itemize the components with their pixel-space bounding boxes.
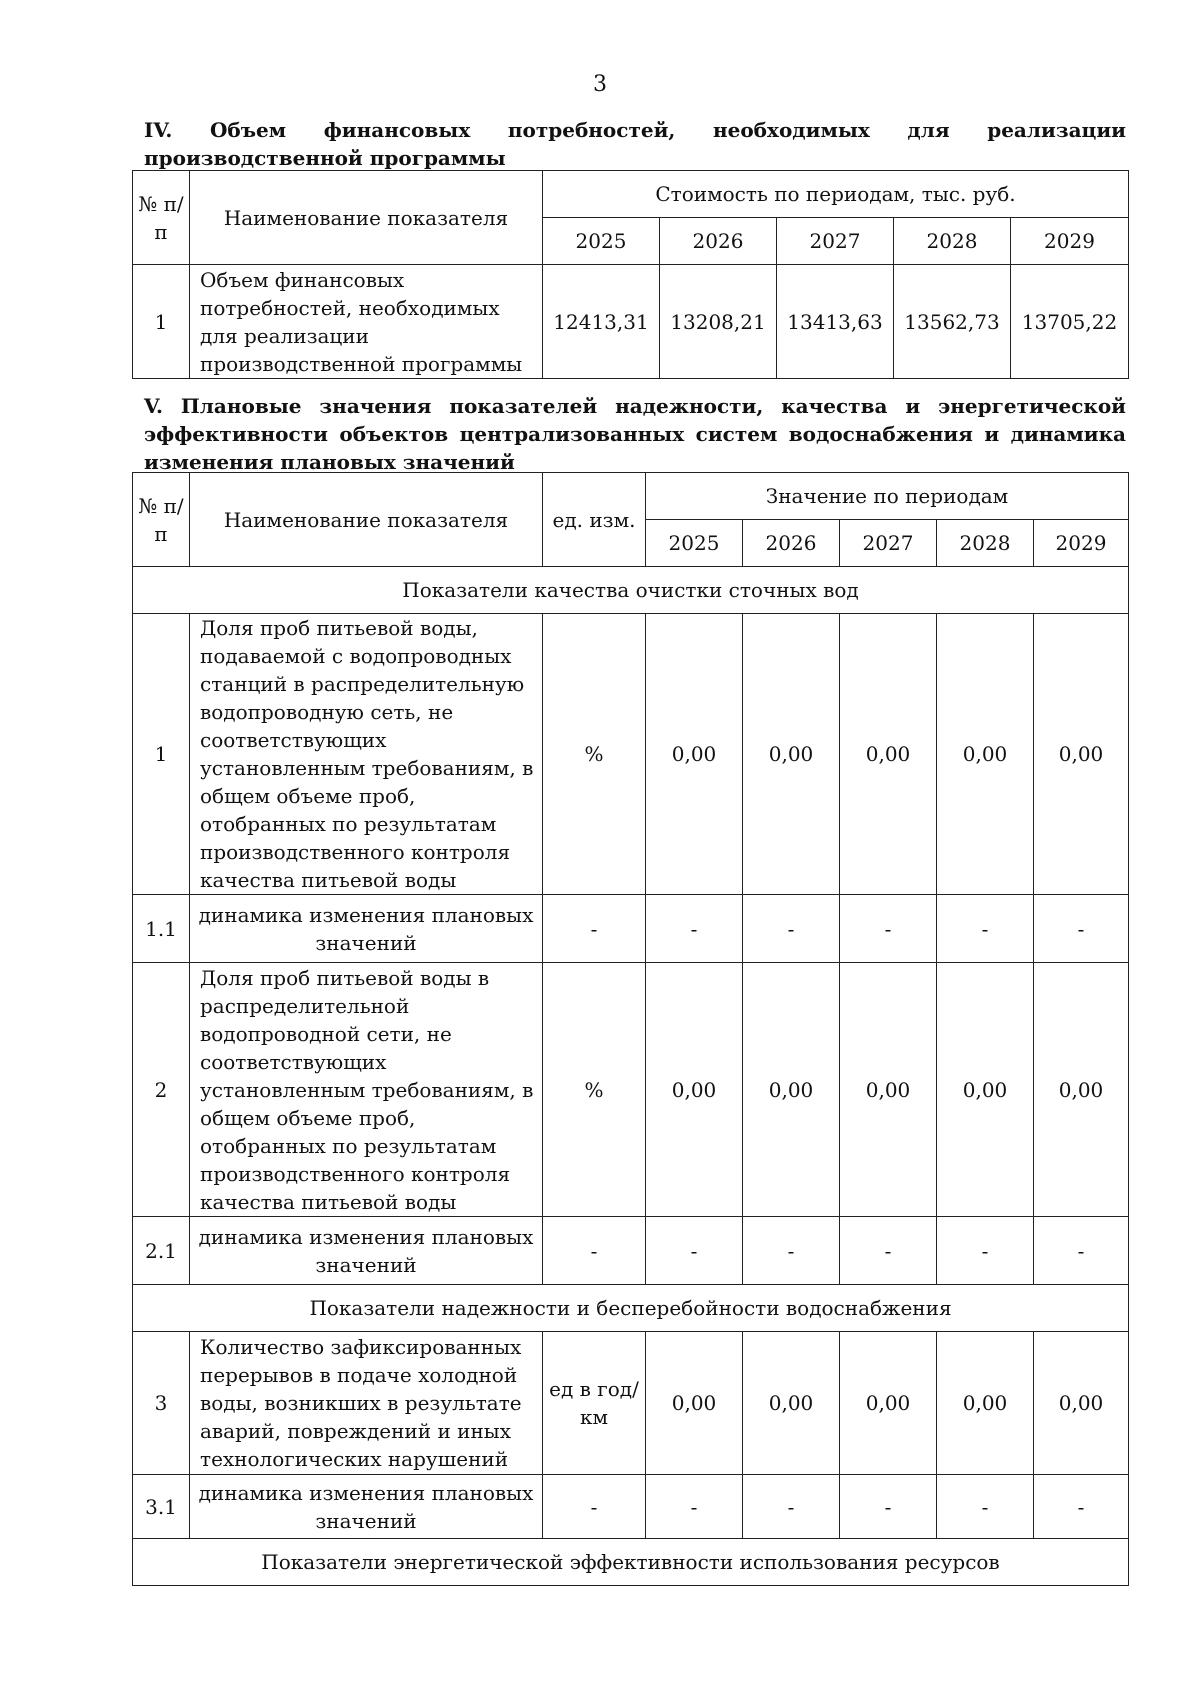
value-cell: 13562,73 bbox=[894, 265, 1011, 379]
value-cell: - bbox=[937, 895, 1034, 963]
value-cell: 0,00 bbox=[840, 614, 937, 895]
table-header-row bbox=[133, 171, 1129, 218]
row-name: динамика изменения плановых значений bbox=[190, 1217, 543, 1285]
value-cell: - bbox=[743, 1217, 840, 1285]
value-cell: 0,00 bbox=[743, 963, 840, 1217]
value-cell: 12413,31 bbox=[543, 265, 660, 379]
row-name: Объем финансовых потребностей, необходимых для реализации производственной программы bbox=[190, 265, 543, 379]
row-unit: - bbox=[543, 895, 646, 963]
value-cell: 0,00 bbox=[937, 614, 1034, 895]
row-num: 1 bbox=[133, 614, 190, 895]
value-cell: 0,00 bbox=[743, 1332, 840, 1475]
value-cell: 13208,21 bbox=[660, 265, 777, 379]
table-row bbox=[133, 895, 1129, 963]
row-num: 1 bbox=[133, 265, 190, 379]
header-cost: Стоимость по периодам, тыс. руб. bbox=[543, 171, 1129, 218]
value-cell: - bbox=[937, 1217, 1034, 1285]
value-cell: - bbox=[1034, 895, 1129, 963]
table-row bbox=[133, 614, 1129, 895]
year-cell: 2027 bbox=[777, 218, 894, 265]
value-cell: 0,00 bbox=[840, 1332, 937, 1475]
table-row bbox=[133, 265, 1129, 379]
value-cell: 0,00 bbox=[1034, 1332, 1129, 1475]
year-cell: 2025 bbox=[646, 520, 743, 567]
row-num: 2.1 bbox=[133, 1217, 190, 1285]
row-unit: - bbox=[543, 1217, 646, 1285]
section-4-title: IV. Объем финансовых потребностей, необходимых для реализации производственной программы bbox=[144, 118, 1126, 170]
value-cell: - bbox=[646, 1475, 743, 1539]
header-name: Наименование показателя bbox=[190, 473, 543, 567]
row-name: Доля проб питьевой воды в распределительной водопроводной сети, не соответствующих установленным требованиям, в общем объеме проб, отобранных по результатам производственного контроля качества питьевой воды bbox=[190, 963, 543, 1217]
group-title: Показатели надежности и бесперебойности водоснабжения bbox=[133, 1285, 1129, 1332]
row-num: 3 bbox=[133, 1332, 190, 1475]
row-num: 1.1 bbox=[133, 895, 190, 963]
page-number: 3 bbox=[593, 72, 607, 97]
group-title: Показатели качества очистки сточных вод bbox=[133, 567, 1129, 614]
table-row bbox=[133, 1475, 1129, 1539]
header-num: № п/п bbox=[133, 473, 190, 567]
row-unit: ед в год/ км bbox=[543, 1332, 646, 1475]
section-5-title-line1: V. Плановые значения показателей надежности, качества и энергетической эффективности объектов централизованных систем водоснабжения и динамика bbox=[144, 394, 1126, 446]
value-cell: - bbox=[840, 1217, 937, 1285]
value-cell: 0,00 bbox=[646, 614, 743, 895]
group-row bbox=[133, 1539, 1129, 1586]
value-cell: - bbox=[1034, 1475, 1129, 1539]
year-cell: 2026 bbox=[743, 520, 840, 567]
value-cell: 0,00 bbox=[1034, 614, 1129, 895]
row-unit: - bbox=[543, 1475, 646, 1539]
year-cell: 2028 bbox=[937, 520, 1034, 567]
row-name: динамика изменения плановых значений bbox=[190, 1475, 543, 1539]
section-5-title-line2: изменения плановых значений bbox=[144, 450, 515, 474]
header-name: Наименование показателя bbox=[190, 171, 543, 265]
group-row bbox=[133, 567, 1129, 614]
value-cell: 0,00 bbox=[937, 963, 1034, 1217]
value-cell: 13705,22 bbox=[1011, 265, 1129, 379]
year-cell: 2028 bbox=[894, 218, 1011, 265]
value-cell: - bbox=[743, 895, 840, 963]
row-unit: % bbox=[543, 614, 646, 895]
financial-needs-table bbox=[132, 170, 1129, 379]
group-row bbox=[133, 1285, 1129, 1332]
table-row bbox=[133, 1217, 1129, 1285]
header-num: № п/п bbox=[133, 171, 190, 265]
year-cell: 2027 bbox=[840, 520, 937, 567]
group-title: Показатели энергетической эффективности использования ресурсов bbox=[133, 1539, 1129, 1586]
header-unit: ед. изм. bbox=[543, 473, 646, 567]
value-cell: - bbox=[646, 1217, 743, 1285]
value-cell: 0,00 bbox=[646, 1332, 743, 1475]
header-values: Значение по периодам bbox=[646, 473, 1129, 520]
table-header-row bbox=[133, 473, 1129, 520]
row-unit: % bbox=[543, 963, 646, 1217]
year-cell: 2029 bbox=[1034, 520, 1129, 567]
indicators-table bbox=[132, 472, 1129, 1586]
value-cell: - bbox=[937, 1475, 1034, 1539]
row-num: 3.1 bbox=[133, 1475, 190, 1539]
row-name: динамика изменения плановых значений bbox=[190, 895, 543, 963]
row-name: Доля проб питьевой воды, подаваемой с водопроводных станций в распределительную водопроводную сеть, не соответствующих установленным требованиям, в общем объеме проб, отобранных по результатам производственного контроля качества питьевой воды bbox=[190, 614, 543, 895]
year-cell: 2025 bbox=[543, 218, 660, 265]
value-cell: - bbox=[840, 1475, 937, 1539]
value-cell: 0,00 bbox=[1034, 963, 1129, 1217]
row-name: Количество зафиксированных перерывов в подаче холодной воды, возникших в результате аварий, повреждений и иных технологических нарушений bbox=[190, 1332, 543, 1475]
value-cell: - bbox=[743, 1475, 840, 1539]
year-cell: 2029 bbox=[1011, 218, 1129, 265]
value-cell: - bbox=[646, 895, 743, 963]
value-cell: 0,00 bbox=[743, 614, 840, 895]
table-row bbox=[133, 963, 1129, 1217]
value-cell: 0,00 bbox=[646, 963, 743, 1217]
value-cell: 0,00 bbox=[937, 1332, 1034, 1475]
year-cell: 2026 bbox=[660, 218, 777, 265]
table-row bbox=[133, 1332, 1129, 1475]
value-cell: - bbox=[840, 895, 937, 963]
value-cell: 13413,63 bbox=[777, 265, 894, 379]
value-cell: - bbox=[1034, 1217, 1129, 1285]
row-num: 2 bbox=[133, 963, 190, 1217]
section-5-title bbox=[144, 392, 1126, 476]
value-cell: 0,00 bbox=[840, 963, 937, 1217]
